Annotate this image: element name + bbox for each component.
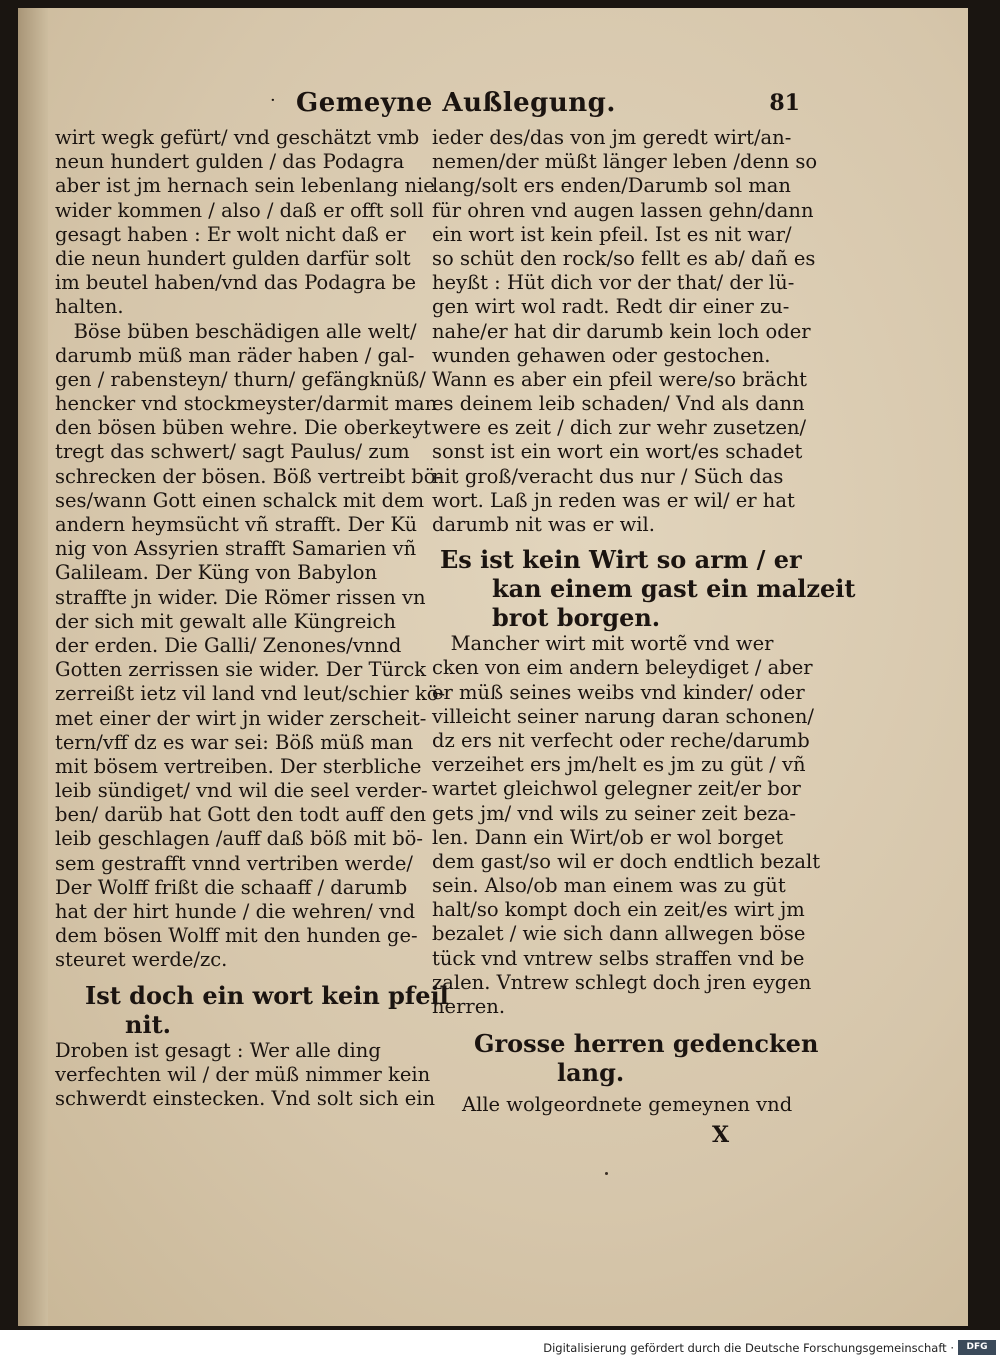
text-line: leib geschlagen /auff daß böß mit bö- (55, 827, 424, 851)
text-line: darumb nit was er wil. (432, 513, 655, 536)
text-line: aber ist jm hernach sein lebenlang nie (55, 174, 435, 198)
text-line: Wann es aber ein pfeil were/so brächt (432, 367, 808, 391)
text-line: tregt das schwert/ sagt Paulus/ zum (55, 440, 410, 464)
text-line: straffte jn wider. Die Römer rissen vn (55, 585, 426, 609)
page-gutter-shadow (18, 8, 48, 1326)
text-line: met einer der wirt jn wider zerscheit- (55, 706, 427, 730)
text-line: ses/wann Gott einen schalck mit dem (55, 488, 425, 512)
text-line: were es zeit / dich zur wehr zusetzen/ (432, 416, 807, 440)
text-line: wartet gleichwol gelegner zeit/er bor (432, 777, 801, 801)
running-title: Gemeyne Außlegung. (296, 88, 616, 118)
text-line: Alle wolgeordnete gemeynen vnd (462, 1093, 793, 1117)
text-line: halt/so kompt doch ein zeit/es wirt jm (432, 898, 805, 922)
text-line: schrecken der bösen. Böß vertreibt bö- (55, 464, 443, 488)
text-line: sein. Also/ob man einem was zu güt (432, 874, 786, 898)
text-line: nig von Assyrien strafft Samarien vñ (55, 537, 417, 561)
text-line: herren. (432, 995, 506, 1018)
text-line: ein wort ist kein pfeil. Ist es nit war/ (432, 222, 792, 246)
text-line: sem gestrafft vnnd vertriben werde/ (55, 851, 413, 875)
funding-credit: Digitalisierung gefördert durch die Deutsche Forschungsgemeinschaft · (543, 1341, 954, 1355)
text-line: Gotten zerrissen sie wider. Der Türck (55, 658, 427, 682)
text-line: im beutel haben/vnd das Podagra be (55, 271, 417, 295)
text-line: gets jm/ vnd wils zu seiner zeit beza- (432, 801, 797, 825)
text-line: wort. Laß jn reden was er wil/ er hat (432, 488, 795, 512)
catchword: X (712, 1122, 730, 1148)
text-line: Galileam. Der Küng von Babylon (55, 561, 378, 585)
text-line: es deinem leib schaden/ Vnd als dann (432, 392, 805, 416)
text-line: sonst ist ein wort ein wort/es schadet (432, 440, 803, 464)
text-line: steuret werde/zc. (55, 948, 228, 972)
section-heading: brot borgen. (492, 603, 661, 633)
text-line: gen / rabensteyn/ thurn/ gefängknüß/ (55, 367, 426, 391)
text-line: so schüt den rock/so fellt es ab/ dañ es (432, 246, 816, 270)
right-text-column (432, 126, 856, 1117)
text-line: lang/solt ers enden/Darumb sol man (432, 174, 791, 198)
section-heading: Ist doch ein wort kein pfeil (85, 980, 449, 1010)
text-line: schwerdt einstecken. Vnd solt sich ein (55, 1086, 436, 1110)
text-line: tück vnd vntrew selbs straffen vnd be (432, 946, 805, 970)
text-line: gen wirt wol radt. Redt dir einer zu- (432, 295, 790, 319)
text-line: tern/vff dz es war sei: Böß müß man (55, 730, 414, 754)
section-heading: nit. (125, 1009, 172, 1039)
text-line: wunden gehawen oder gestochen. (432, 343, 771, 367)
text-line: der sich mit gewalt alle Küngreich (55, 609, 396, 633)
text-line: ben/ darüb hat Gott den todt auff den (55, 803, 427, 827)
text-line: wirt wegk gefürt/ vnd geschätzt vmb (55, 126, 420, 149)
text-line: nemen/der müßt länger leben /denn so (432, 150, 818, 174)
section-heading: Grosse herren gedencken (474, 1029, 819, 1059)
text-line: len. Dann ein Wirt/ob er wol borget (432, 825, 784, 849)
text-line: Droben ist gesagt : Wer alle ding (55, 1038, 381, 1062)
text-line: für ohren vnd augen lassen gehn/dann (432, 198, 814, 222)
text-line: villeicht seiner narung daran schonen/ (432, 704, 814, 728)
text-line: mit bösem vertreiben. Der sterbliche (55, 754, 422, 778)
text-line: dz ers nit verfecht oder reche/darumb (432, 728, 810, 752)
text-line: wider kommen / also / daß er offt soll (55, 198, 424, 222)
text-line: bezalet / wie sich dann allwegen böse (432, 922, 806, 946)
text-line: hencker vnd stockmeyster/darmit man (55, 392, 438, 416)
page-header (270, 88, 800, 124)
text-line: halten. (55, 295, 124, 319)
text-line: cken von eim andern beleydiget / aber (432, 656, 813, 680)
section-heading: Es ist kein Wirt so arm / er (440, 545, 802, 575)
text-line: die neun hundert gulden darfür solt (55, 246, 411, 270)
text-line: dem gast/so wil er doch endtlich bezalt (432, 849, 821, 873)
text-line: darumb müß man räder haben / gal- (55, 343, 415, 367)
text-line: Mancher wirt mit wortẽ vnd wer (432, 632, 774, 656)
footer-bar (0, 1338, 1000, 1361)
text-line: er müß seines weibs vnd kinder/ oder (432, 680, 805, 704)
ink-speck (605, 1172, 608, 1175)
text-line: nahe/er hat dir darumb kein loch oder (432, 319, 811, 343)
section-heading: kan einem gast ein malzeit (492, 574, 856, 604)
folio-number: 81 (769, 90, 800, 116)
section-heading: lang. (557, 1058, 625, 1088)
text-line: hat der hirt hunde / die wehren/ vnd (55, 900, 416, 923)
text-line: nit groß/veracht dus nur / Süch das (432, 464, 784, 488)
text-line: heyßt : Hüt dich vor der that/ der lü- (432, 271, 795, 295)
text-line: zerreißt ietz vil land vnd leut/schier kö- (55, 682, 446, 706)
header-mark: · (270, 90, 276, 111)
text-line: gesagt haben : Er wolt nicht daß er (55, 222, 406, 246)
text-line: andern heymsücht vñ strafft. Der Kü (55, 513, 418, 536)
text-line: den bösen büben wehre. Die oberkeyt (55, 416, 432, 440)
text-line: neun hundert gulden / das Podagra (55, 150, 405, 174)
text-line: dem bösen Wolff mit den hunden ge- (55, 924, 418, 948)
text-line: ieder des/das von jm geredt wirt/an- (432, 126, 792, 149)
left-text-column (55, 126, 449, 1111)
text-line: Der Wolff frißt die schaaff / darumb (55, 875, 408, 899)
text-line: Böse büben beschädigen alle welt/ (55, 319, 417, 343)
text-line: verfechten wil / der müß nimmer kein (55, 1062, 431, 1086)
dfg-logo: DFG (958, 1340, 996, 1355)
text-line: der erden. Die Galli/ Zenones/vnnd (55, 633, 402, 657)
text-line: zalen. Vntrew schlegt doch jren eygen (432, 970, 812, 994)
text-line: leib sündiget/ vnd wil die seel verder- (55, 779, 428, 803)
text-line: verzeihet ers jm/helt es jm zu güt / vñ (432, 753, 806, 777)
